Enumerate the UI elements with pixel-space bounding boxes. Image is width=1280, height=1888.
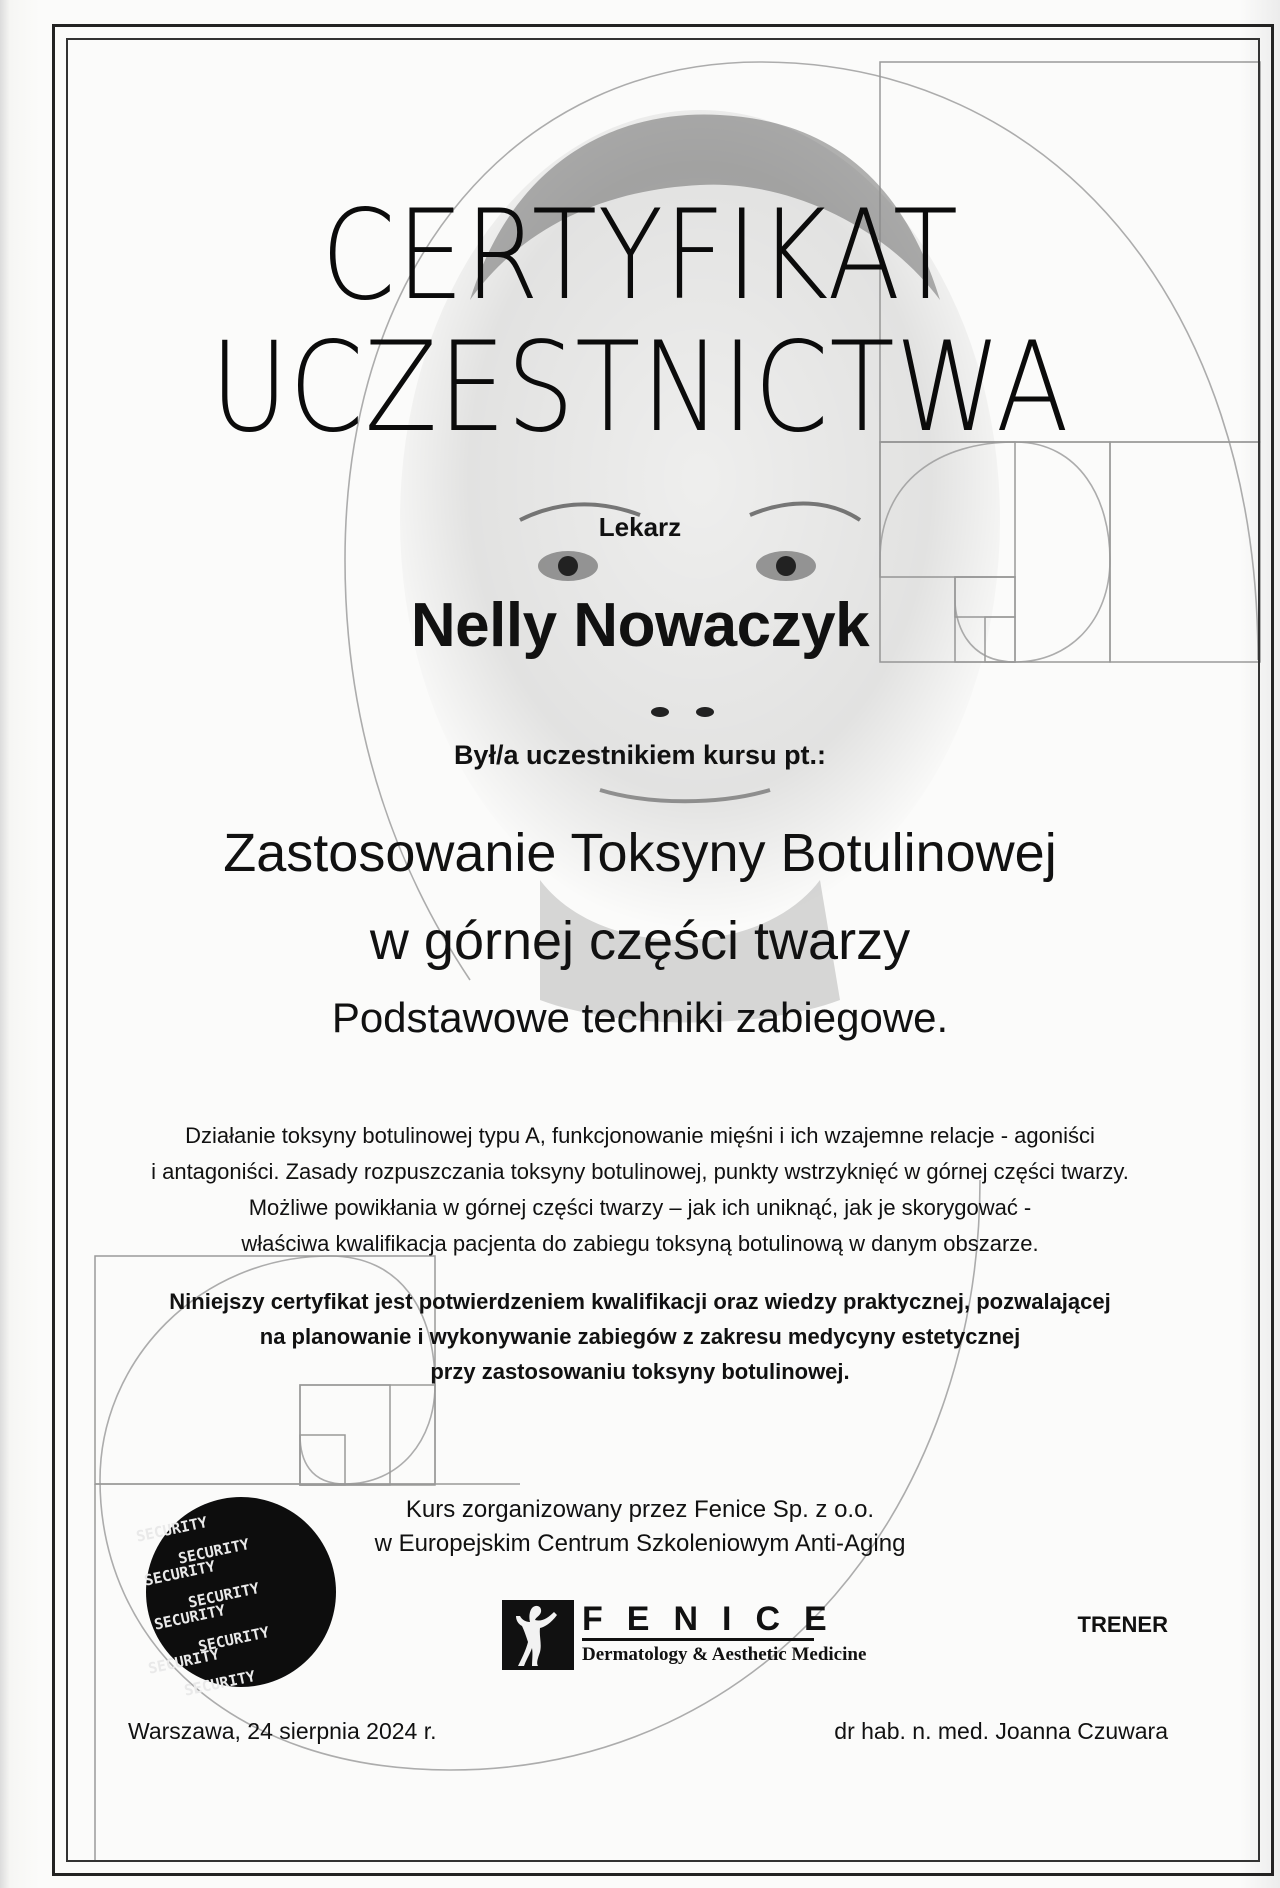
- trainer-label: TRENER: [1077, 1612, 1168, 1637]
- seal-text: SECURITY: [196, 1623, 271, 1656]
- fenice-figure-icon: [502, 1600, 574, 1670]
- security-seal: [134, 1497, 336, 1700]
- place-and-date: Warszawa, 24 sierpnia 2024 r.: [128, 1718, 437, 1744]
- course-title-line1: Zastosowanie Toksyny Botulinowej: [223, 823, 1057, 883]
- logo-divider: [582, 1638, 814, 1641]
- course-subtitle: Podstawowe techniki zabiegowe.: [331, 994, 949, 1041]
- course-description: [0, 1118, 1280, 1262]
- confirmation-line: Niniejszy certyfikat jest potwierdzeniem kwalifikacji oraz wiedzy praktycznej, pozwalającej: [169, 1289, 1111, 1314]
- seal-text: SECURITY: [152, 1601, 227, 1634]
- description-line: Działanie toksyny botulinowej typu A, funkcjonowanie mięśni i ich wzajemne relacje - agoniści: [185, 1123, 1095, 1148]
- confirmation-line: na planowanie i wykonywanie zabiegów z zakresu medycyny estetycznej: [259, 1324, 1021, 1349]
- description-line: i antagoniści. Zasady rozpuszczania toksyny botulinowej, punkty wstrzyknięć w górnej części twarzy.: [151, 1159, 1129, 1184]
- confirmation-line: przy zastosowaniu toksyny botulinowej.: [430, 1359, 850, 1384]
- seal-text: SECURITY: [182, 1667, 257, 1700]
- seal-text: SECURITY: [142, 1557, 217, 1590]
- certificate-title-line1: CERTYFIKAT: [321, 184, 959, 328]
- seal-text: SECURITY: [134, 1513, 209, 1546]
- seal-text: SECURITY: [186, 1579, 261, 1612]
- description-line: Możliwe powikłania w górnej części twarzy – jak ich uniknąć, jak je skorygować -: [248, 1195, 1032, 1220]
- seal-text: SECURITY: [146, 1645, 221, 1678]
- seal-text: SECURITY: [176, 1535, 251, 1568]
- organizer-line: w Europejskim Centrum Szkoleniowym Anti-Aging: [374, 1530, 906, 1557]
- description-line: właściwa kwalifikacja pacjenta do zabiegu toksyną botulinową w danym obszarze.: [241, 1231, 1039, 1256]
- fenice-logo: [502, 1600, 867, 1672]
- course-title-line2: w górnej części twarzy: [369, 911, 911, 971]
- fenice-wordmark: FENICE: [582, 1600, 851, 1638]
- organizer-line: Kurs zorganizowany przez Fenice Sp. z o.o.: [405, 1496, 875, 1523]
- fenice-tagline: Dermatology & Aesthetic Medicine: [582, 1644, 867, 1665]
- certificate-title-line2: UCZESTNICTWA: [210, 316, 1070, 460]
- participant-name: Nelly Nowaczyk: [410, 591, 870, 660]
- confirmation-statement: [0, 1284, 1280, 1389]
- trainer-name: dr hab. n. med. Joanna Czuwara: [834, 1718, 1168, 1744]
- course-intro: Był/a uczestnikiem kursu pt.:: [453, 740, 827, 770]
- participant-role: Lekarz: [598, 512, 682, 542]
